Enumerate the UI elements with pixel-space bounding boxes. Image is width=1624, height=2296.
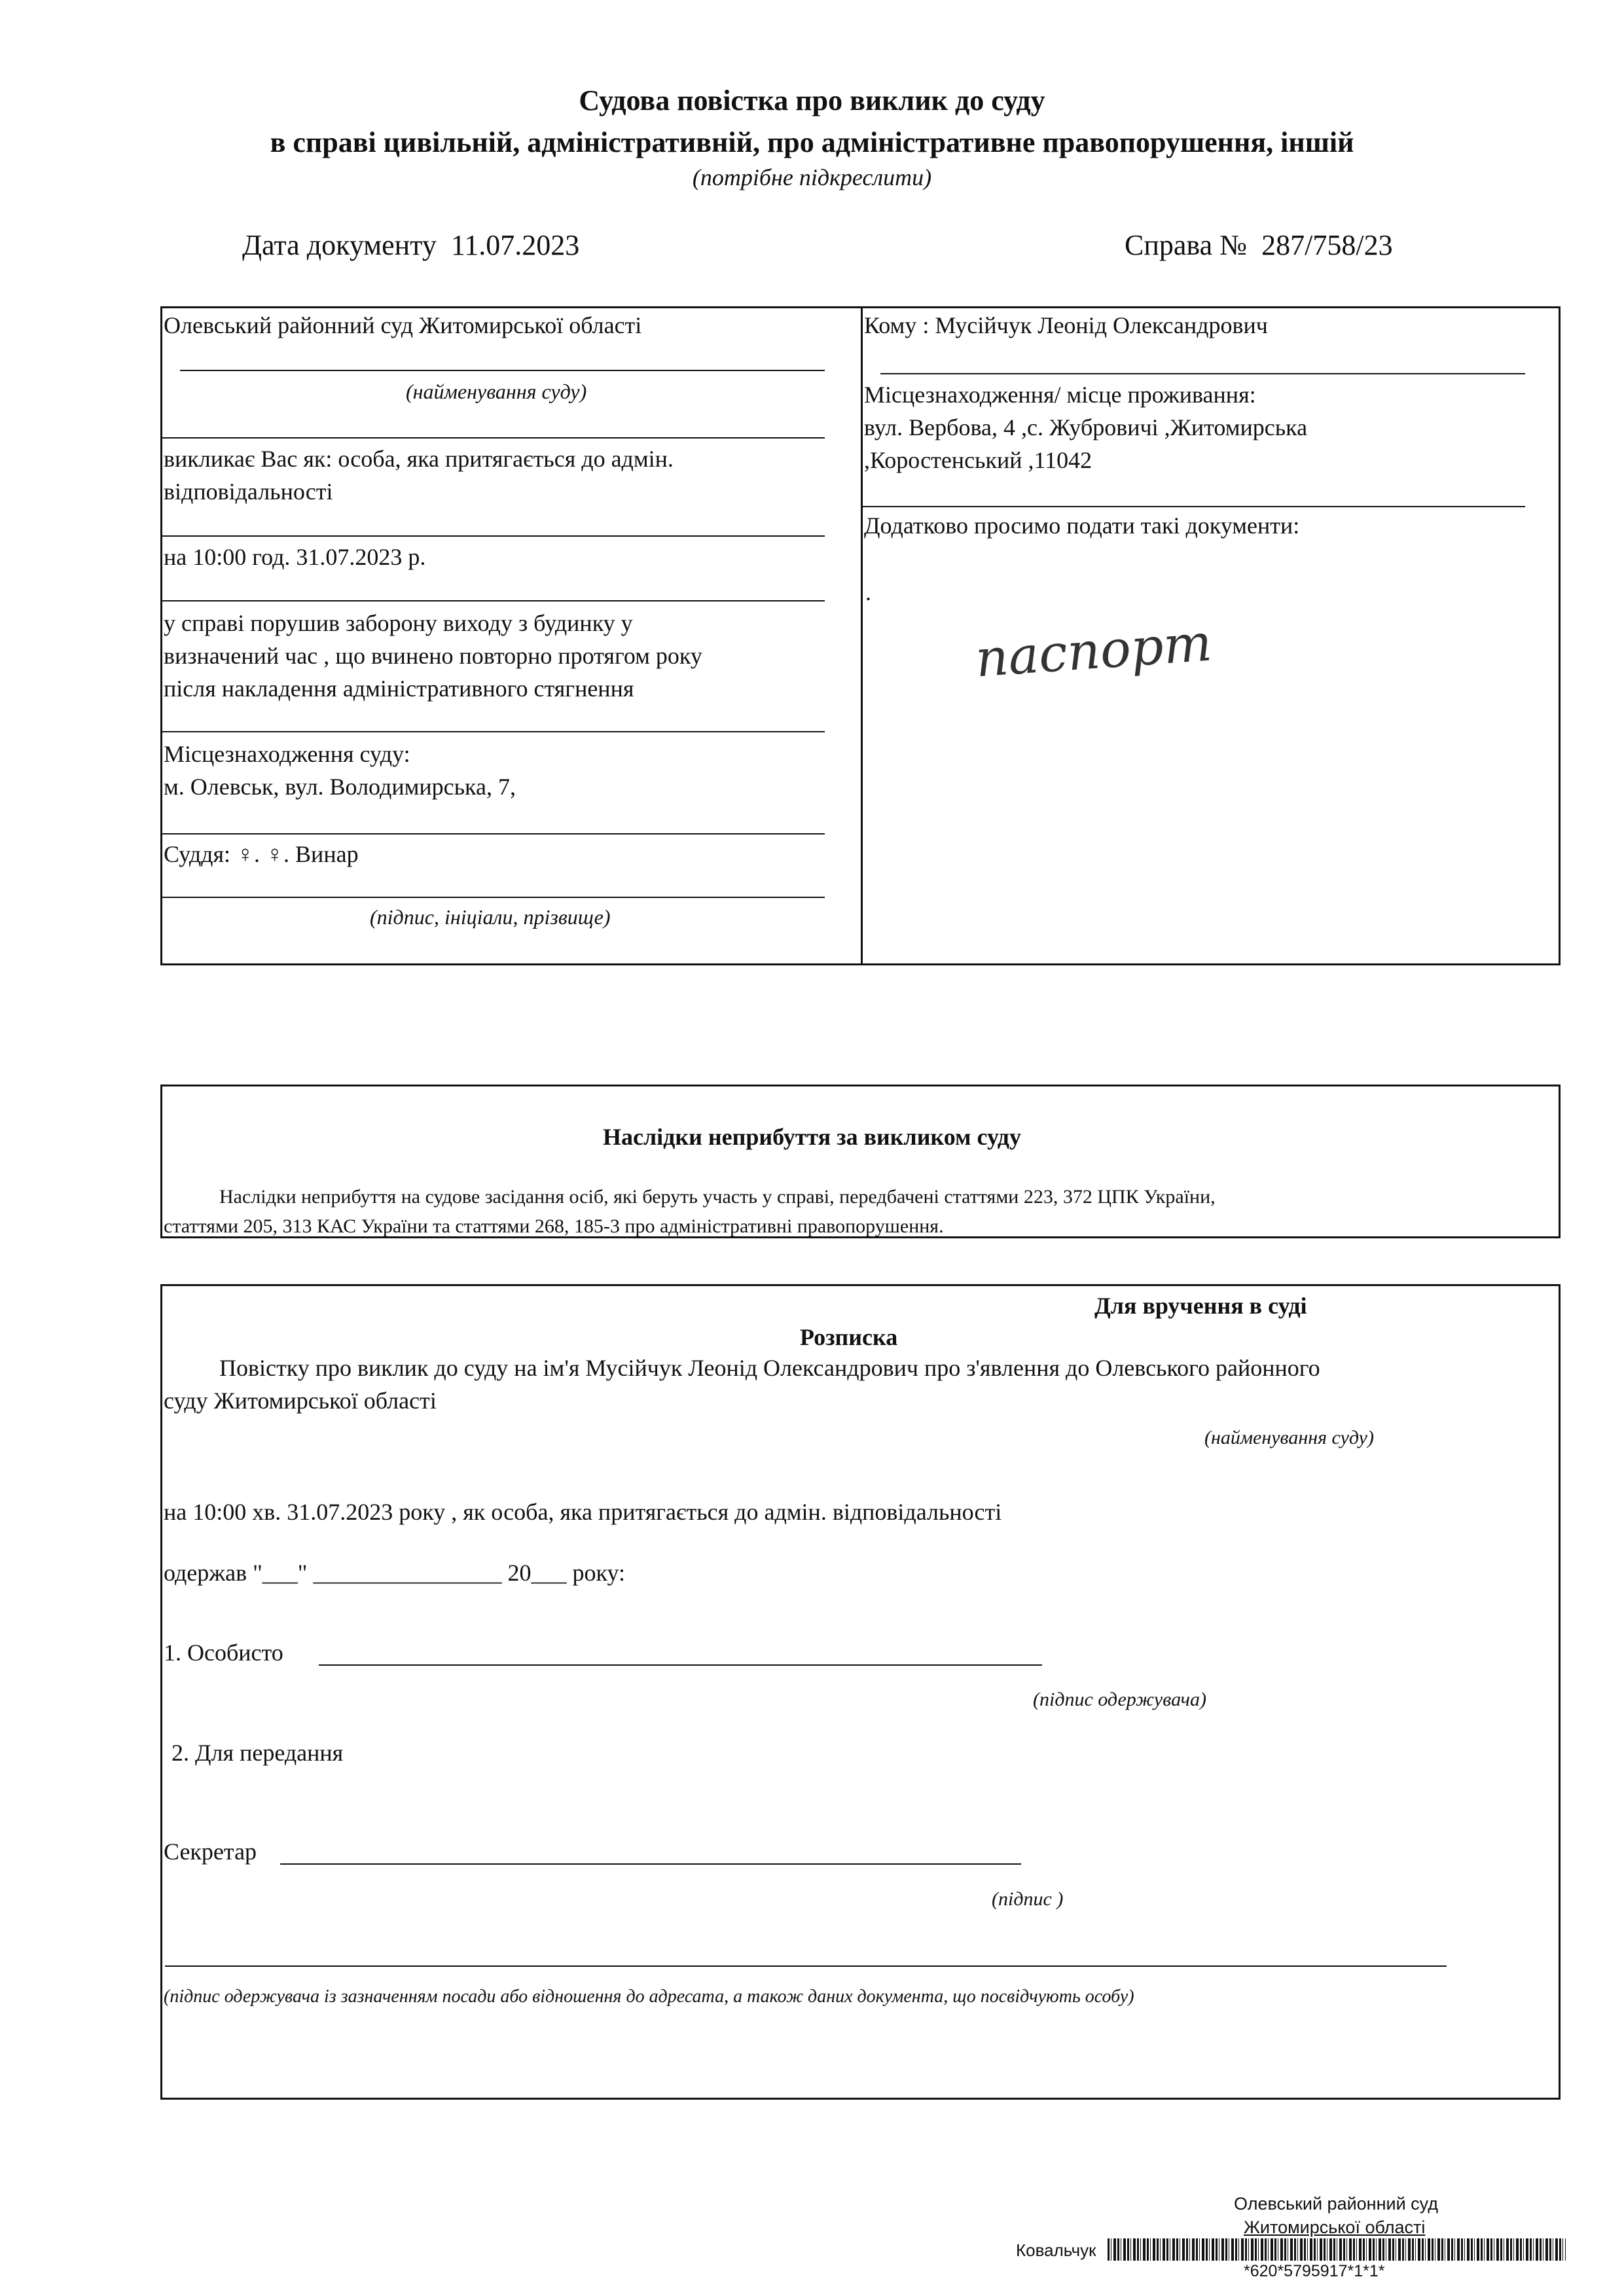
secretary-label: Секретар [164, 1839, 257, 1865]
extra-docs-label: Додатково просимо подати такі документи: [864, 512, 1300, 539]
document-title: Судова повістка про виклик до суду [579, 84, 1045, 117]
divider [160, 731, 825, 732]
court-caption: (найменування суду) [406, 380, 587, 403]
address-line-1: вул. Вербова, 4 ,с. Жубровичі ,Житомирська [864, 414, 1308, 440]
for-delivery-label: Для вручення в суді [1094, 1293, 1307, 1319]
secretary-signature-line [280, 1863, 1021, 1865]
consequences-text-1: Наслідки неприбуття на судове засідання осіб, які беруть участь у справі, передбачені статтями 223, 372 ЦПК України, [219, 1186, 1216, 1208]
secretary-caption: (підпис ) [992, 1888, 1064, 1910]
bottom-caption: (підпис одержувача із зазначенням посади або відношення до адресата, а також даних документа, що посвідчують особу) [164, 1986, 1134, 2007]
court-line [180, 370, 825, 371]
received-date-line: одержав "___" ________________ 20___ року: [164, 1560, 626, 1586]
address-line-2: ,Коростенський ,11042 [864, 447, 1092, 473]
court-location-label: Місцезнаходження суду: [164, 741, 410, 767]
document-subtitle: в справі цивільній, адміністративній, про адміністративне правопорушення, іншій [270, 126, 1354, 158]
receipt-time-line: на 10:00 хв. 31.07.2023 року , як особа, яка притягається до адмін. відповідальності [164, 1499, 1002, 1525]
stamp-court-2: Житомирської області [1244, 2217, 1426, 2237]
receipt-text-2: суду Житомирської області [164, 1388, 437, 1414]
doc-date-value: 11.07.2023 [450, 229, 580, 261]
extra-docs-dot: . [865, 579, 871, 605]
doc-date-label: Дата документу [242, 229, 437, 261]
bottom-signature-line [165, 1965, 1447, 1967]
receipt-court-caption: (найменування суду) [1204, 1427, 1374, 1448]
judge-caption: (підпис, ініціали, прізвище) [370, 905, 611, 929]
barcode-text: *620*5795917*1*1* [1244, 2262, 1385, 2280]
case-desc-1: у справі порушив заборону виходу з будинку у [164, 610, 633, 636]
stamp-name: Ковальчук [1016, 2240, 1096, 2260]
personally-signature-line [319, 1664, 1042, 1666]
handwritten-passport: паспорт [973, 613, 1214, 689]
receipt-text-1: Повістку про виклик до суду на ім'я Мусійчук Леонід Олександрович про з'явлення до Олевського районного [219, 1355, 1320, 1381]
divider [160, 833, 825, 834]
judge-signature-line [160, 897, 825, 898]
divider [160, 535, 825, 537]
address-label: Місцезнаходження/ місце проживання: [864, 382, 1256, 408]
recipient-line [880, 373, 1525, 374]
recipient: Кому : Мусійчук Леонід Олександрович [864, 312, 1268, 338]
case-number [1125, 226, 1393, 265]
recipient-caption: (підпис одержувача) [1033, 1689, 1206, 1710]
judge-name: Суддя: ♀. ♀. Винар [164, 841, 359, 867]
case-value: 287/758/23 [1261, 229, 1393, 261]
transfer-label: 2. Для передання [171, 1740, 344, 1766]
hearing-time: на 10:00 год. 31.07.2023 р. [164, 544, 426, 570]
court-name: Олевський районний суд Житомирської області [164, 312, 642, 338]
doc-date [242, 226, 579, 265]
column-divider [861, 306, 863, 965]
court-location: м. Олевськ, вул. Володимирська, 7, [164, 774, 516, 800]
barcode-icon [1108, 2238, 1566, 2261]
case-desc-2: визначений час , що вчинено повторно протягом року [164, 643, 702, 669]
case-desc-3: після накладення адміністративного стягнення [164, 675, 634, 702]
divider [160, 600, 825, 601]
consequences-text-2: статтями 205, 313 КАС України та статтями 268, 185-3 про адміністративні правопорушення. [164, 1215, 944, 1237]
consequences-title: Наслідки неприбуття за викликом суду [603, 1124, 1021, 1150]
case-label: Справа № [1125, 229, 1248, 261]
summons-role-1: викликає Вас як: особа, яка притягається до адмін. [164, 446, 674, 472]
stamp-court-1: Олевський районний суд [1234, 2194, 1439, 2214]
personally-label: 1. Особисто [164, 1640, 283, 1666]
underline-note: (потрібне підкреслити) [692, 164, 932, 190]
receipt-title: Розписка [800, 1324, 898, 1350]
divider [160, 437, 825, 439]
divider [861, 506, 1525, 507]
summons-role-2: відповідальності [164, 478, 333, 505]
